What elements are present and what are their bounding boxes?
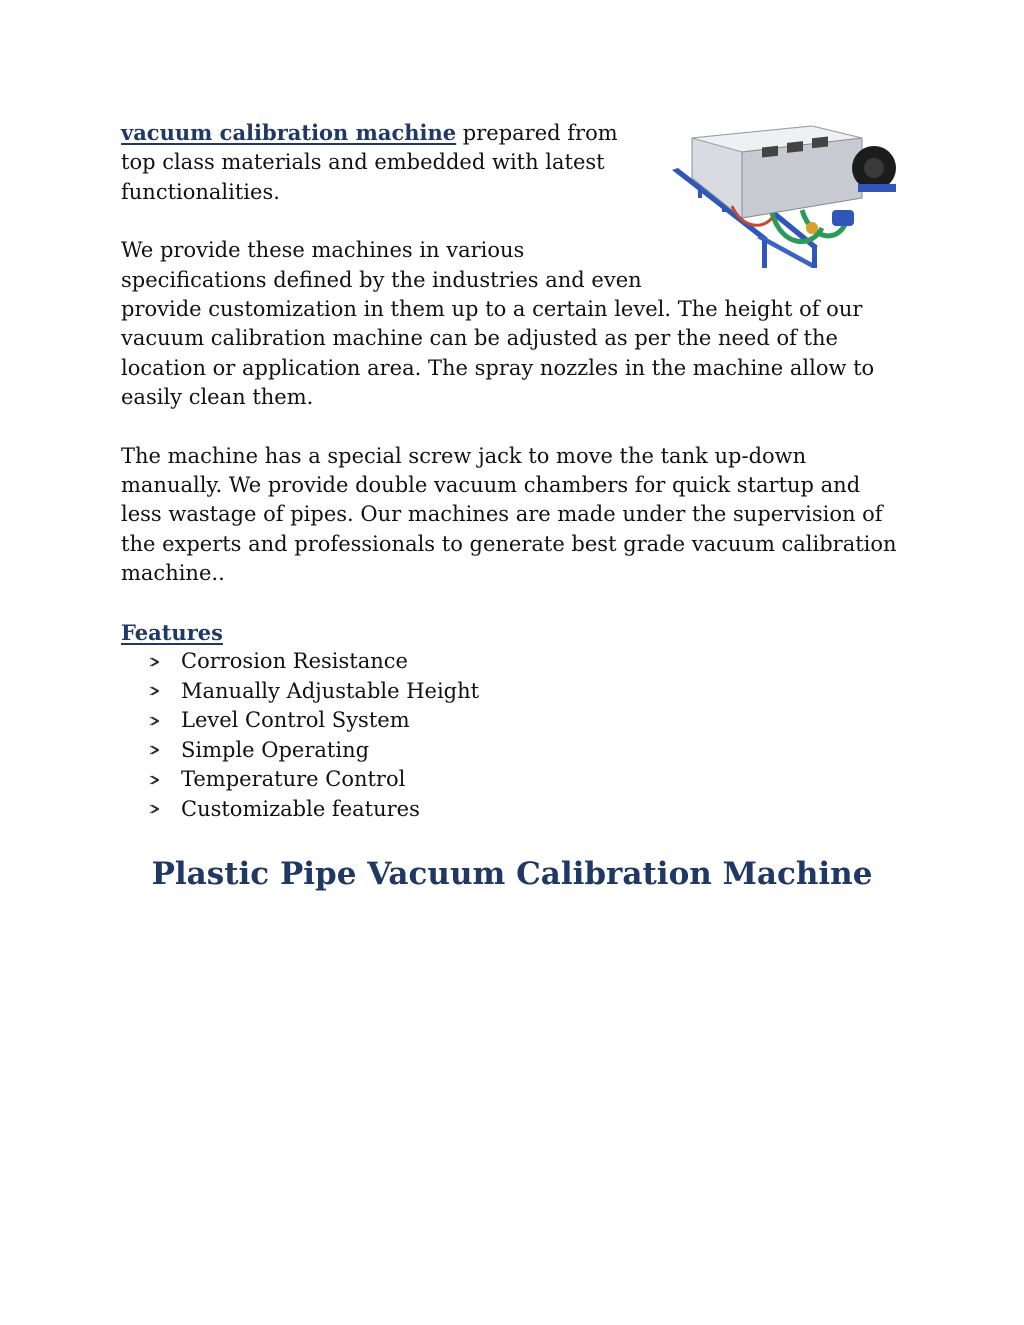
feature-item bbox=[121, 795, 901, 825]
feature-item bbox=[121, 765, 901, 795]
arrow-bullet-icon bbox=[121, 716, 181, 726]
arrow-bullet-icon bbox=[121, 745, 181, 755]
paragraph-2-wide: provide customization in them up to a certain level. The height of our vacuum calibration machine can be adjusted as per the need of the location or application area. The spray nozzles in the machine allow to easily clean them. bbox=[121, 297, 875, 410]
intro-paragraph bbox=[121, 118, 641, 207]
features-list bbox=[121, 647, 901, 824]
arrow-bullet-icon bbox=[121, 657, 181, 667]
feature-item bbox=[121, 706, 901, 736]
arrow-bullet-icon bbox=[121, 686, 181, 696]
paragraph-3: The machine has a special screw jack to move the tank up-down manually. We provide double vacuum chambers for quick startup and less wastage of pipes. Our machines are made under the supervision of the experts and professionals to generate best grade vacuum calibration machine.. bbox=[121, 443, 897, 586]
page-title: Plastic Pipe Vacuum Calibration Machine bbox=[151, 856, 873, 892]
intro-text: prepared from top class materials and embedded with latest functionalities. bbox=[121, 121, 618, 204]
features-heading: Features bbox=[121, 619, 223, 645]
feature-item bbox=[121, 736, 901, 766]
arrow-bullet-icon bbox=[121, 804, 181, 814]
paragraph-2-narrow: We provide these machines in various specifications defined by the industries and even bbox=[121, 238, 642, 292]
feature-label: Temperature Control bbox=[181, 767, 406, 792]
feature-label: Level Control System bbox=[181, 708, 410, 733]
feature-label: Simple Operating bbox=[181, 737, 370, 762]
feature-item bbox=[121, 677, 901, 707]
vacuum-calibration-link[interactable]: vacuum calibration machine bbox=[121, 120, 457, 145]
feature-label: Customizable features bbox=[181, 796, 420, 821]
feature-item bbox=[121, 647, 901, 677]
feature-label: Manually Adjustable Height bbox=[181, 678, 480, 703]
arrow-bullet-icon bbox=[121, 775, 181, 785]
vacuum-calibration-machine-image bbox=[662, 118, 904, 278]
feature-label: Corrosion Resistance bbox=[181, 649, 408, 674]
